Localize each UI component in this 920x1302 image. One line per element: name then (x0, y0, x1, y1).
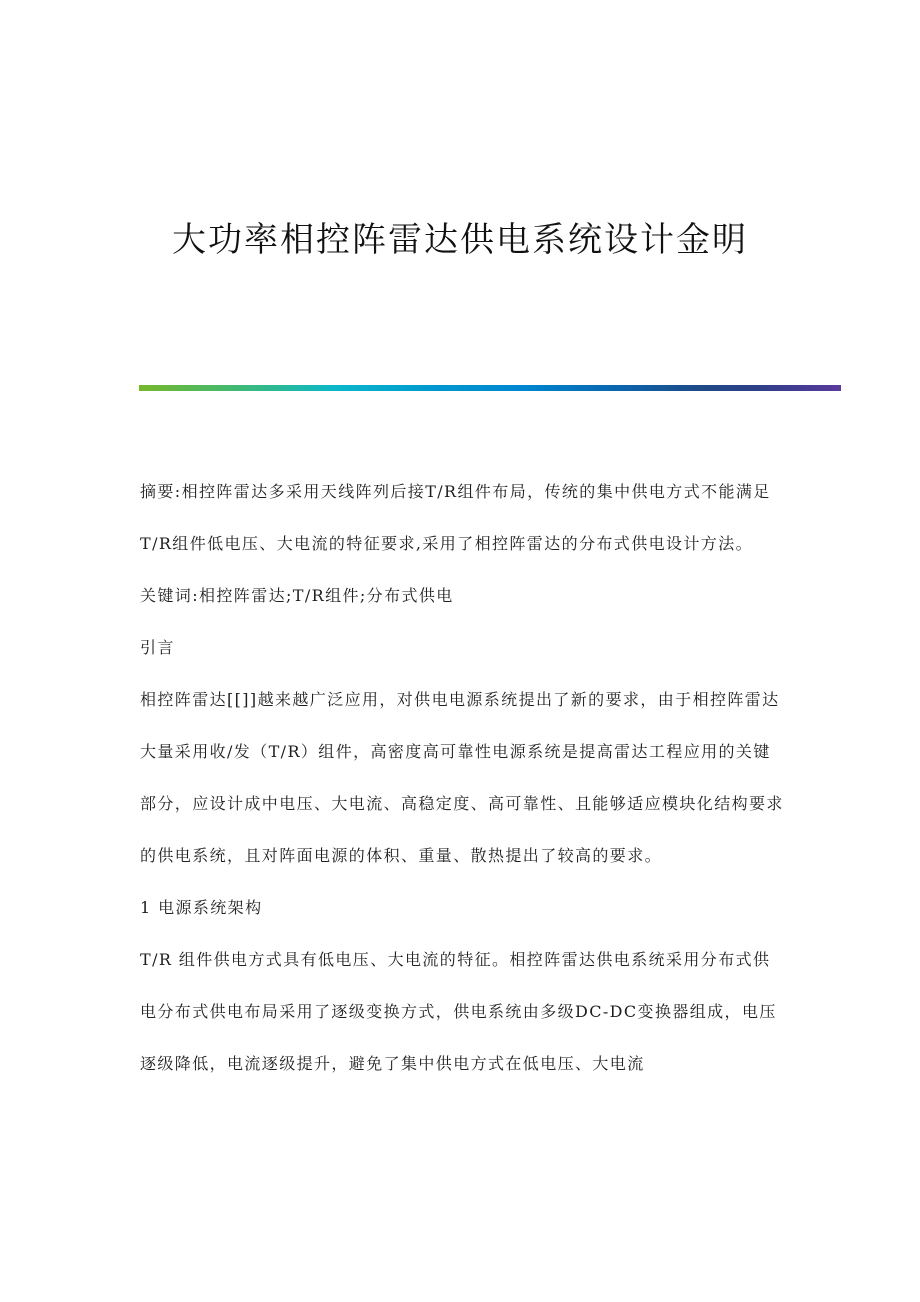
section-heading-power-architecture: 1 电源系统架构 (140, 898, 263, 917)
title-divider-gradient-bar (139, 385, 841, 391)
document-title: 大功率相控阵雷达供电系统设计金明 (172, 220, 748, 260)
section-heading-introduction: 引言 (140, 638, 175, 657)
document-body (140, 466, 785, 1090)
keywords-paragraph: 关键词:相控阵雷达;T/R组件;分布式供电 (140, 586, 454, 605)
architecture-paragraph: T/R 组件供电方式具有低电压、大电流的特征。相控阵雷达供电系统采用分布式供电分布式供电布局采用了逐级变换方式，供电系统由多级DC-DC变换器组成，电压逐级降低，电流逐级提升，避免了集中供电方式在低电压、大电流 (140, 950, 777, 1073)
introduction-paragraph: 相控阵雷达[[]]越来越广泛应用，对供电电源系统提出了新的要求，由于相控阵雷达大量采用收/发（T/R）组件，高密度高可靠性电源系统是提高雷达工程应用的关键部分，应设计成中电压、大电流、高稳定度、高可靠性、且能够适应模块化结构要求的供电系统，且对阵面电源的体积、重量、散热提出了较高的要求。 (140, 690, 784, 865)
abstract-paragraph: 摘要:相控阵雷达多采用天线阵列后接T/R组件布局，传统的集中供电方式不能满足T/R组件低电压、大电流的特征要求,采用了相控阵雷达的分布式供电设计方法。 (140, 482, 771, 553)
